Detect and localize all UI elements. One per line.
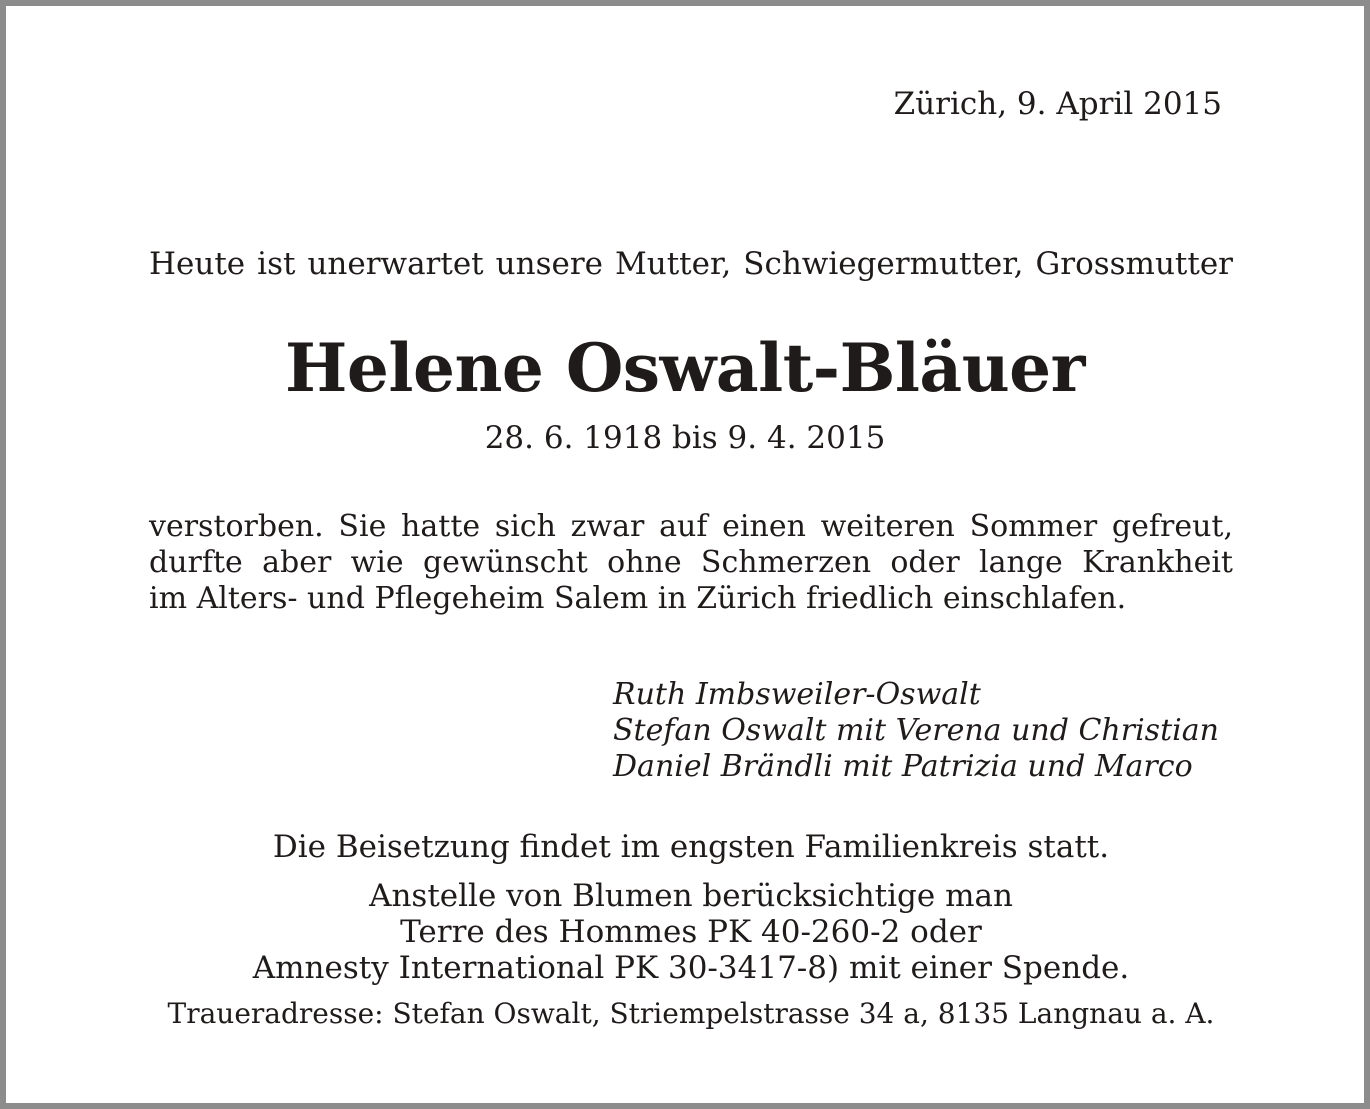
intro-text: Heute ist unerwartet unsere Mutter, Schwiegermutter, Grossmutter xyxy=(149,246,1233,282)
deceased-name: Helene Oswalt-Bläuer xyxy=(285,329,1085,407)
donation-note xyxy=(6,878,1370,986)
signature-line: Ruth Imbsweiler-Oswalt xyxy=(613,677,981,712)
donation-line: Amnesty International PK 30-3417-8) mit einer Spende. xyxy=(252,950,1130,986)
body-paragraph xyxy=(149,509,1233,617)
body-line: im Alters- und Pflegeheim Salem in Zürich friedlich einschlafen. xyxy=(149,581,1127,616)
donation-line: Anstelle von Blumen berücksichtige man xyxy=(369,878,1013,914)
place-date: Zürich, 9. April 2015 xyxy=(893,86,1222,122)
body-line: verstorben. Sie hatte sich zwar auf einen weiteren Sommer gefreut, xyxy=(149,509,1233,544)
life-dates: 28. 6. 1918 bis 9. 4. 2015 xyxy=(484,420,886,456)
body-line: durfte aber wie gewünscht ohne Schmerzen oder lange Krankheit xyxy=(149,545,1233,580)
donation-line: Terre des Hommes PK 40-260-2 oder xyxy=(400,914,982,950)
signature-line: Daniel Brändli mit Patrizia und Marco xyxy=(613,749,1193,784)
funeral-note: Die Beisetzung findet im engsten Familienkreis statt. xyxy=(272,829,1110,865)
signatures xyxy=(613,677,1253,785)
mourning-address: Traueradresse: Stefan Oswalt, Striempelstrasse 34 a, 8135 Langnau a. A. xyxy=(167,997,1215,1030)
signature-line: Stefan Oswalt mit Verena und Christian xyxy=(613,713,1219,748)
